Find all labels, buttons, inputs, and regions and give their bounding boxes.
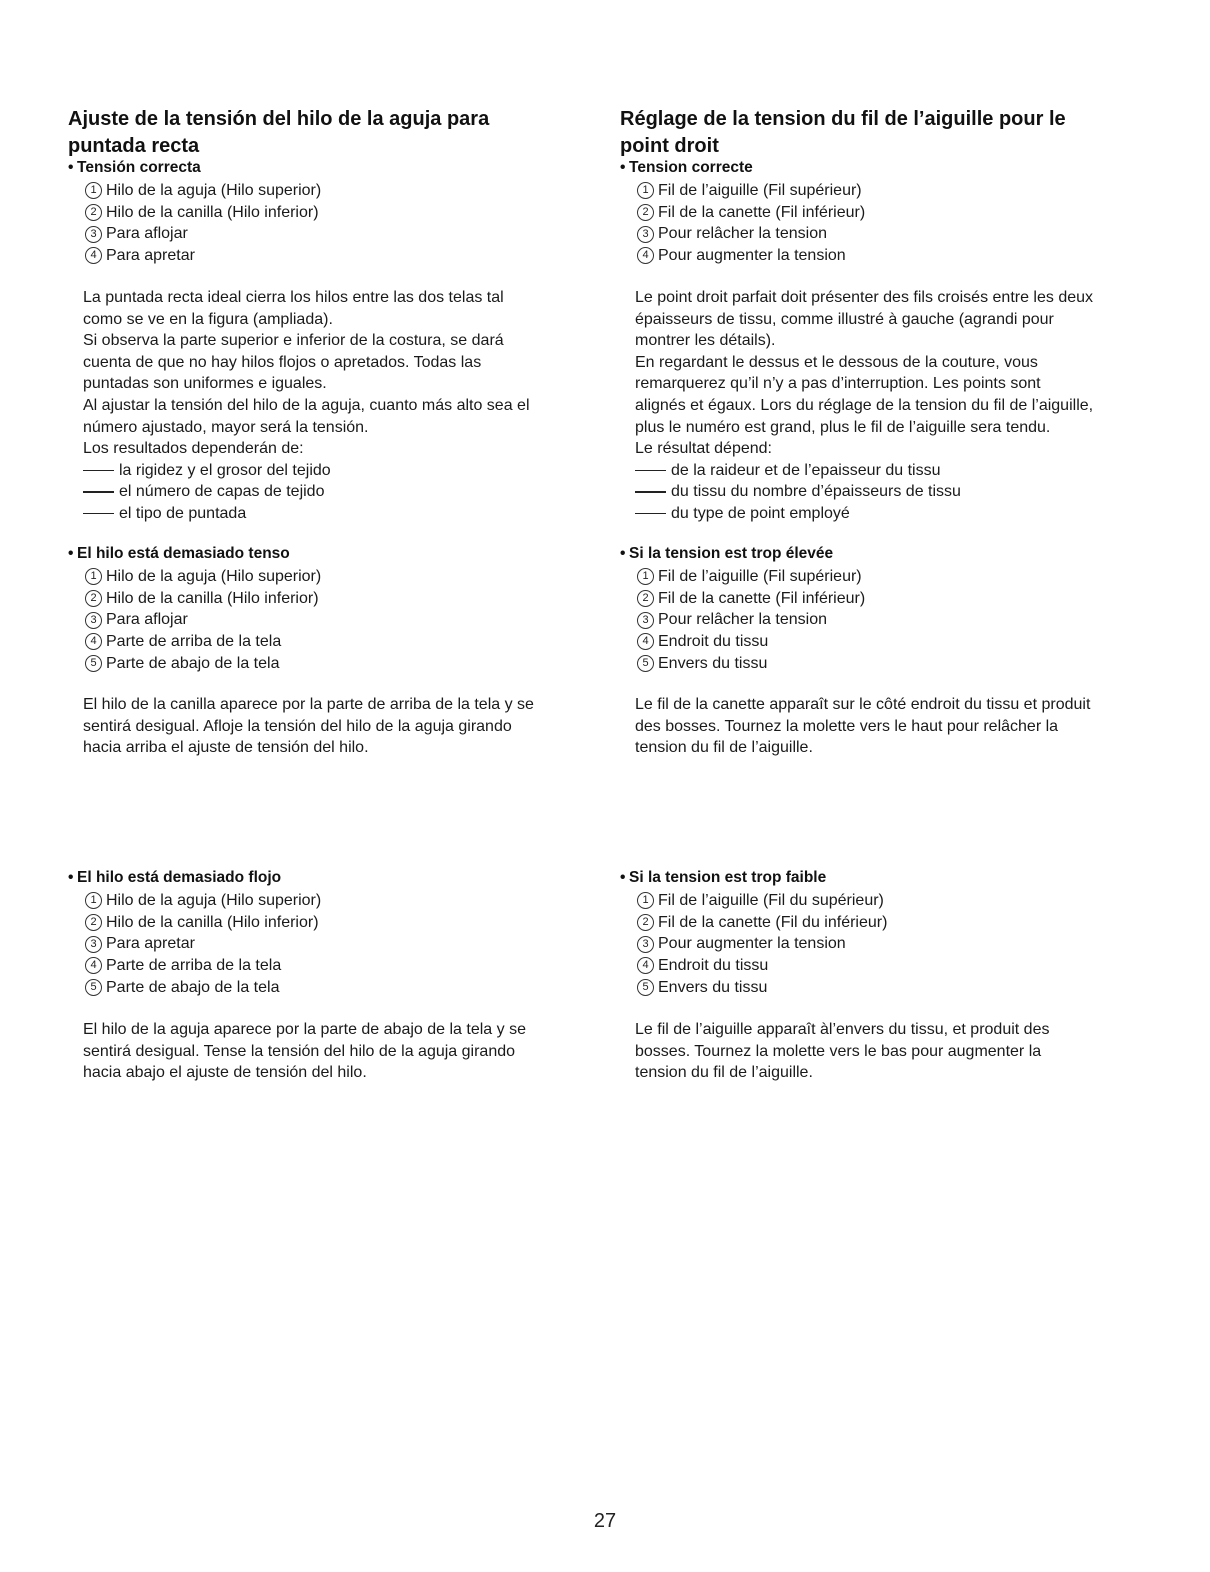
right-header <box>620 106 1160 160</box>
right-tight-items <box>620 566 1160 675</box>
list-item: 3 Pour augmenter la tension <box>637 933 1160 955</box>
list-item: 2 Fil de la canette (Fil inférieur) <box>637 202 1160 224</box>
number-3-icon: 3 <box>85 226 102 243</box>
page-number: 27 <box>593 1510 617 1532</box>
list-item: 4 Endroit du tissu <box>637 955 1160 977</box>
list-item: 4 Endroit du tissu <box>637 631 1160 653</box>
left-loose-items <box>68 890 598 999</box>
number-5-icon: 5 <box>85 655 102 672</box>
number-2-icon: 2 <box>637 590 654 607</box>
list-item: 3 Para aflojar <box>85 223 598 245</box>
list-item: 1 Hilo de la aguja (Hilo superior) <box>85 566 598 588</box>
right-loose-items <box>620 890 1160 999</box>
list-item: 5 Parte de abajo de la tela <box>85 977 598 999</box>
list-item: 3 Para apretar <box>85 933 598 955</box>
number-4-icon: 4 <box>637 957 654 974</box>
right-correct-section <box>620 158 1160 267</box>
left-tight-text: El hilo de la canilla aparece por la parte de arriba de la tela y se sentirá desigual. Afloje la tensión del hilo de la aguja girando hacia arriba el ajuste de tensión del hilo. <box>83 696 534 757</box>
list-item: 2 Hilo de la canilla (Hilo inferior) <box>85 588 598 610</box>
number-5-icon: 5 <box>637 655 654 672</box>
list-item: 4 Pour augmenter la tension <box>637 245 1160 267</box>
right-loose-text: Le fil de l’aiguille apparaît àl’envers du tissu, et produit des bosses. Tournez la molette vers le bas pour augmenter la tension du fil de l’aiguille. <box>635 1021 1050 1082</box>
list-item: 1 Fil de l’aiguille (Fil supérieur) <box>637 180 1160 202</box>
list-item: 4 Parte de arriba de la tela <box>85 631 598 653</box>
number-5-icon: 5 <box>85 979 102 996</box>
number-1-icon: 1 <box>637 892 654 909</box>
number-1-icon: 1 <box>85 568 102 585</box>
list-item: 3 Para aflojar <box>85 609 598 631</box>
section-heading: • Si la tension est trop faible <box>620 869 827 886</box>
list-item: 3 Pour relâcher la tension <box>637 223 1160 245</box>
left-title: Ajuste de la tensión del hilo de la aguja para puntada recta <box>68 108 490 157</box>
left-tight-section <box>68 544 598 675</box>
section-heading: • Tensión correcta <box>68 159 201 176</box>
left-correct-items <box>68 180 598 267</box>
number-3-icon: 3 <box>637 936 654 953</box>
list-item: 4 Parte de arriba de la tela <box>85 955 598 977</box>
right-loose-section <box>620 868 1160 999</box>
list-item: 1 Hilo de la aguja (Hilo superior) <box>85 180 598 202</box>
number-3-icon: 3 <box>637 612 654 629</box>
left-correct-text: La puntada recta ideal cierra los hilos entre las dos telas tal como se ve en la figura (ampliada). Si observa la parte superior e inferior de la costura, se dará cuenta de que no hay hilos flojos o apretados. Todas las puntadas son uniformes e iguales. Al ajustar la tensión del hilo de la aguja, cuanto más alto sea el número ajustado, mayor será la tensión. Los resultados dependerán de: la rigidez y el grosor del tejido el número de capas de tejido el tipo de puntada <box>68 287 598 525</box>
number-2-icon: 2 <box>85 204 102 221</box>
number-2-icon: 2 <box>637 204 654 221</box>
right-correct-items <box>620 180 1160 267</box>
number-2-icon: 2 <box>637 914 654 931</box>
number-1-icon: 1 <box>85 182 102 199</box>
section-heading: • El hilo está demasiado tenso <box>68 545 290 562</box>
number-2-icon: 2 <box>85 590 102 607</box>
list-item: 1 Hilo de la aguja (Hilo superior) <box>85 890 598 912</box>
number-4-icon: 4 <box>637 633 654 650</box>
right-title: Réglage de la tension du fil de l’aiguille pour le point droit <box>620 108 1066 157</box>
right-tight-text: Le fil de la canette apparaît sur le côté endroit du tissu et produit des bosses. Tournez la molette vers le haut pour relâcher la tension du fil de l’aiguille. <box>635 696 1091 757</box>
left-header <box>68 106 598 160</box>
left-loose-section <box>68 868 598 999</box>
list-item: 3 Pour relâcher la tension <box>637 609 1160 631</box>
list-item: 2 Fil de la canette (Fil du inférieur) <box>637 912 1160 934</box>
list-item: 2 Fil de la canette (Fil inférieur) <box>637 588 1160 610</box>
list-item: 1 Fil de l’aiguille (Fil du supérieur) <box>637 890 1160 912</box>
number-4-icon: 4 <box>85 247 102 264</box>
number-3-icon: 3 <box>637 226 654 243</box>
right-correct-text: Le point droit parfait doit présenter des fils croisés entre les deux épaisseurs de tissu, comme illustré à gauche (agrandi pour montrer les détails). En regardant le dessus et le dessous de la couture, vous remarquerez qu’il n’y a pas d’interruption. Les points sont alignés et égaux. Lors du réglage de la tension du fil de l’aiguille, plus le numéro est grand, plus le fil de l’aiguille sera tendu. Le résultat dépend: de la raideur et de l’epaisseur du tissu du tissu du nombre d’épaisseurs de tissu du type de point employé <box>620 287 1160 525</box>
list-item: 1 Fil de l’aiguille (Fil supérieur) <box>637 566 1160 588</box>
left-loose-text: El hilo de la aguja aparece por la parte de abajo de la tela y se sentirá desigual. Tense la tensión del hilo de la aguja girando hacia abajo el ajuste de tensión del hilo. <box>83 1021 526 1082</box>
number-5-icon: 5 <box>637 979 654 996</box>
left-correct-section <box>68 158 598 267</box>
list-item: 2 Hilo de la canilla (Hilo inferior) <box>85 202 598 224</box>
number-3-icon: 3 <box>85 612 102 629</box>
list-item: 5 Envers du tissu <box>637 977 1160 999</box>
number-1-icon: 1 <box>637 568 654 585</box>
list-item: 4 Para apretar <box>85 245 598 267</box>
list-item: 5 Envers du tissu <box>637 653 1160 675</box>
number-4-icon: 4 <box>85 633 102 650</box>
section-heading: • Tension correcte <box>620 159 753 176</box>
list-item: 5 Parte de abajo de la tela <box>85 653 598 675</box>
number-4-icon: 4 <box>637 247 654 264</box>
list-item: 2 Hilo de la canilla (Hilo inferior) <box>85 912 598 934</box>
section-heading: • El hilo está demasiado flojo <box>68 869 282 886</box>
number-3-icon: 3 <box>85 936 102 953</box>
right-tight-section <box>620 544 1160 675</box>
number-1-icon: 1 <box>637 182 654 199</box>
number-1-icon: 1 <box>85 892 102 909</box>
left-tight-items <box>68 566 598 675</box>
number-4-icon: 4 <box>85 957 102 974</box>
section-heading: • Si la tension est trop élevée <box>620 545 834 562</box>
number-2-icon: 2 <box>85 914 102 931</box>
